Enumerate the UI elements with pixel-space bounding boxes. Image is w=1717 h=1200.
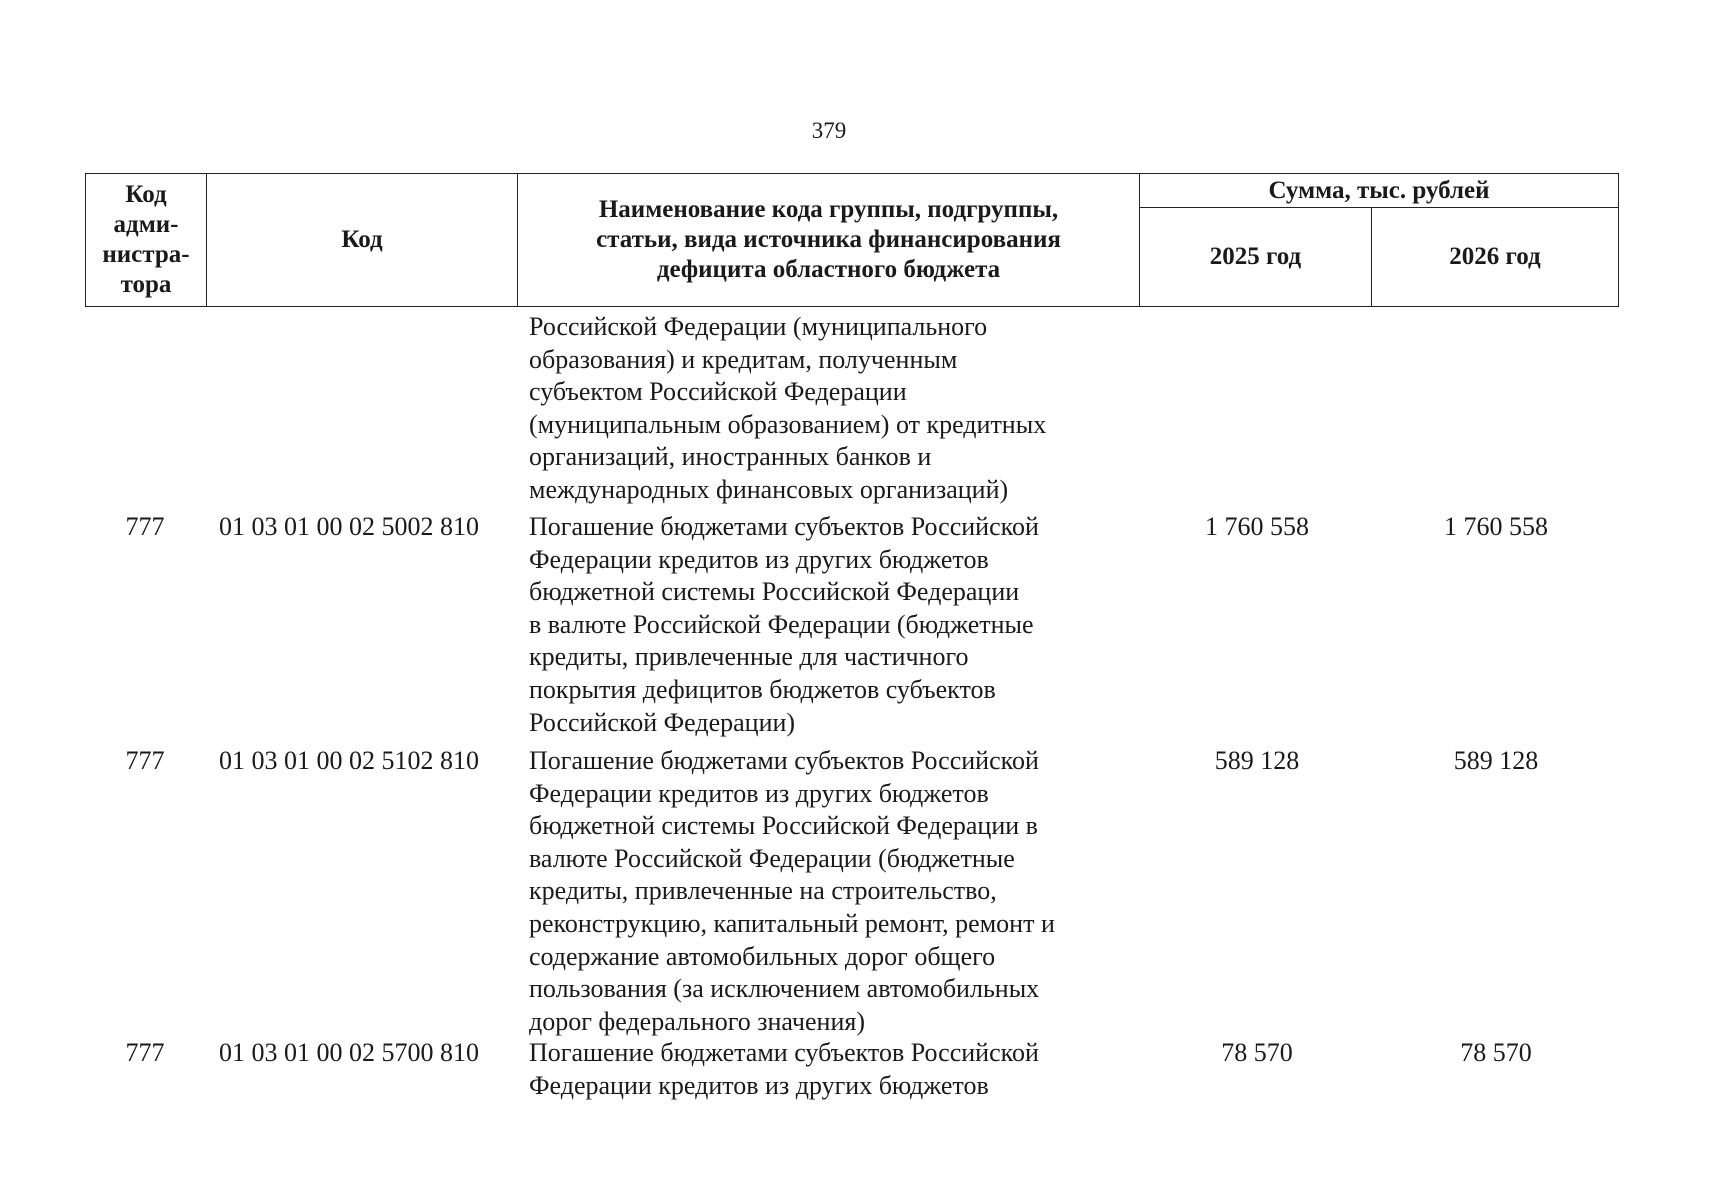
text-line: валюте Российской Федерации (бюджетные — [529, 843, 1015, 873]
text-line: Федерации кредитов из других бюджетов — [529, 1070, 989, 1100]
header-name-line: дефицита областного бюджета — [656, 256, 1001, 283]
sum-2025-cell: 589 128 — [1214, 746, 1300, 775]
header-admin-code — [86, 174, 207, 307]
header-year-2026: 2026 год — [1372, 208, 1619, 307]
text-line: кредиты, привлеченные на строительство, — [529, 876, 997, 906]
text-line: (муниципальным образованием) от кредитных — [529, 409, 1047, 439]
sum-2026-cell: 78 570 — [1460, 1038, 1532, 1067]
text-line: содержание автомобильных дорог общего — [529, 941, 996, 971]
sum-2026-cell: 589 128 — [1453, 746, 1539, 775]
header-admin-code-line: тора — [120, 271, 172, 298]
header-name — [518, 174, 1140, 307]
code-cell: 01 03 01 00 02 5700 810 — [219, 1038, 479, 1067]
sum-2026-cell: 1 760 558 — [1444, 512, 1548, 541]
text-line: субъектом Российской Федерации — [529, 377, 907, 407]
text-line: пользования (за исключением автомобильных — [529, 974, 1040, 1004]
admin-code-cell: 777 — [125, 746, 165, 775]
header-code: Код — [207, 174, 518, 307]
text-line: международных финансовых организаций) — [529, 474, 1009, 504]
header-name-line: статьи, вида источника финансирования — [596, 226, 1061, 253]
text-line: кредиты, привлеченные для частичного — [529, 642, 969, 672]
code-cell: 01 03 01 00 02 5002 810 — [219, 512, 479, 541]
table-header — [85, 173, 1619, 307]
header-admin-code-line: нистра- — [102, 241, 190, 268]
text-line: Федерации кредитов из других бюджетов — [529, 544, 989, 574]
name-cell — [529, 511, 1039, 739]
text-line: образования) и кредитам, полученным — [529, 344, 958, 374]
header-admin-code-line: адми- — [113, 211, 179, 238]
text-line: Погашение бюджетами субъектов Российской — [529, 1038, 1039, 1067]
admin-code-cell: 777 — [125, 512, 165, 541]
text-line: Федерации кредитов из других бюджетов — [529, 778, 989, 808]
header-admin-code-line: Код — [125, 181, 167, 208]
sum-2025-cell: 1 760 558 — [1205, 512, 1309, 541]
text-line: организаций, иностранных банков и — [529, 442, 932, 472]
header-year-2025: 2025 год — [1140, 208, 1372, 307]
text-line: реконструкцию, капитальный ремонт, ремонт и — [529, 908, 1055, 938]
name-cell — [529, 745, 1055, 1038]
text-line: бюджетной системы Российской Федерации — [529, 577, 1020, 607]
name-cell — [529, 1037, 1039, 1102]
text-line: Погашение бюджетами субъектов Российской — [529, 746, 1039, 775]
header-name-line: Наименование кода группы, подгруппы, — [598, 196, 1059, 223]
text-line: бюджетной системы Российской Федерации в — [529, 811, 1038, 841]
text-line: в валюте Российской Федерации (бюджетные — [529, 609, 1034, 639]
text-line: Погашение бюджетами субъектов Российской — [529, 512, 1039, 541]
page-number: 379 — [811, 118, 847, 143]
continuation-text — [529, 311, 1046, 507]
header-sum: Сумма, тыс. рублей — [1140, 174, 1619, 208]
code-cell: 01 03 01 00 02 5102 810 — [219, 746, 479, 775]
text-line: покрытия дефицитов бюджетов субъектов — [529, 674, 996, 704]
text-line: дорог федерального значения) — [529, 1006, 865, 1036]
text-line: Российской Федерации (муниципального — [529, 312, 988, 341]
text-line: Российской Федерации) — [529, 707, 796, 737]
admin-code-cell: 777 — [125, 1038, 165, 1067]
sum-2025-cell: 78 570 — [1221, 1038, 1293, 1067]
